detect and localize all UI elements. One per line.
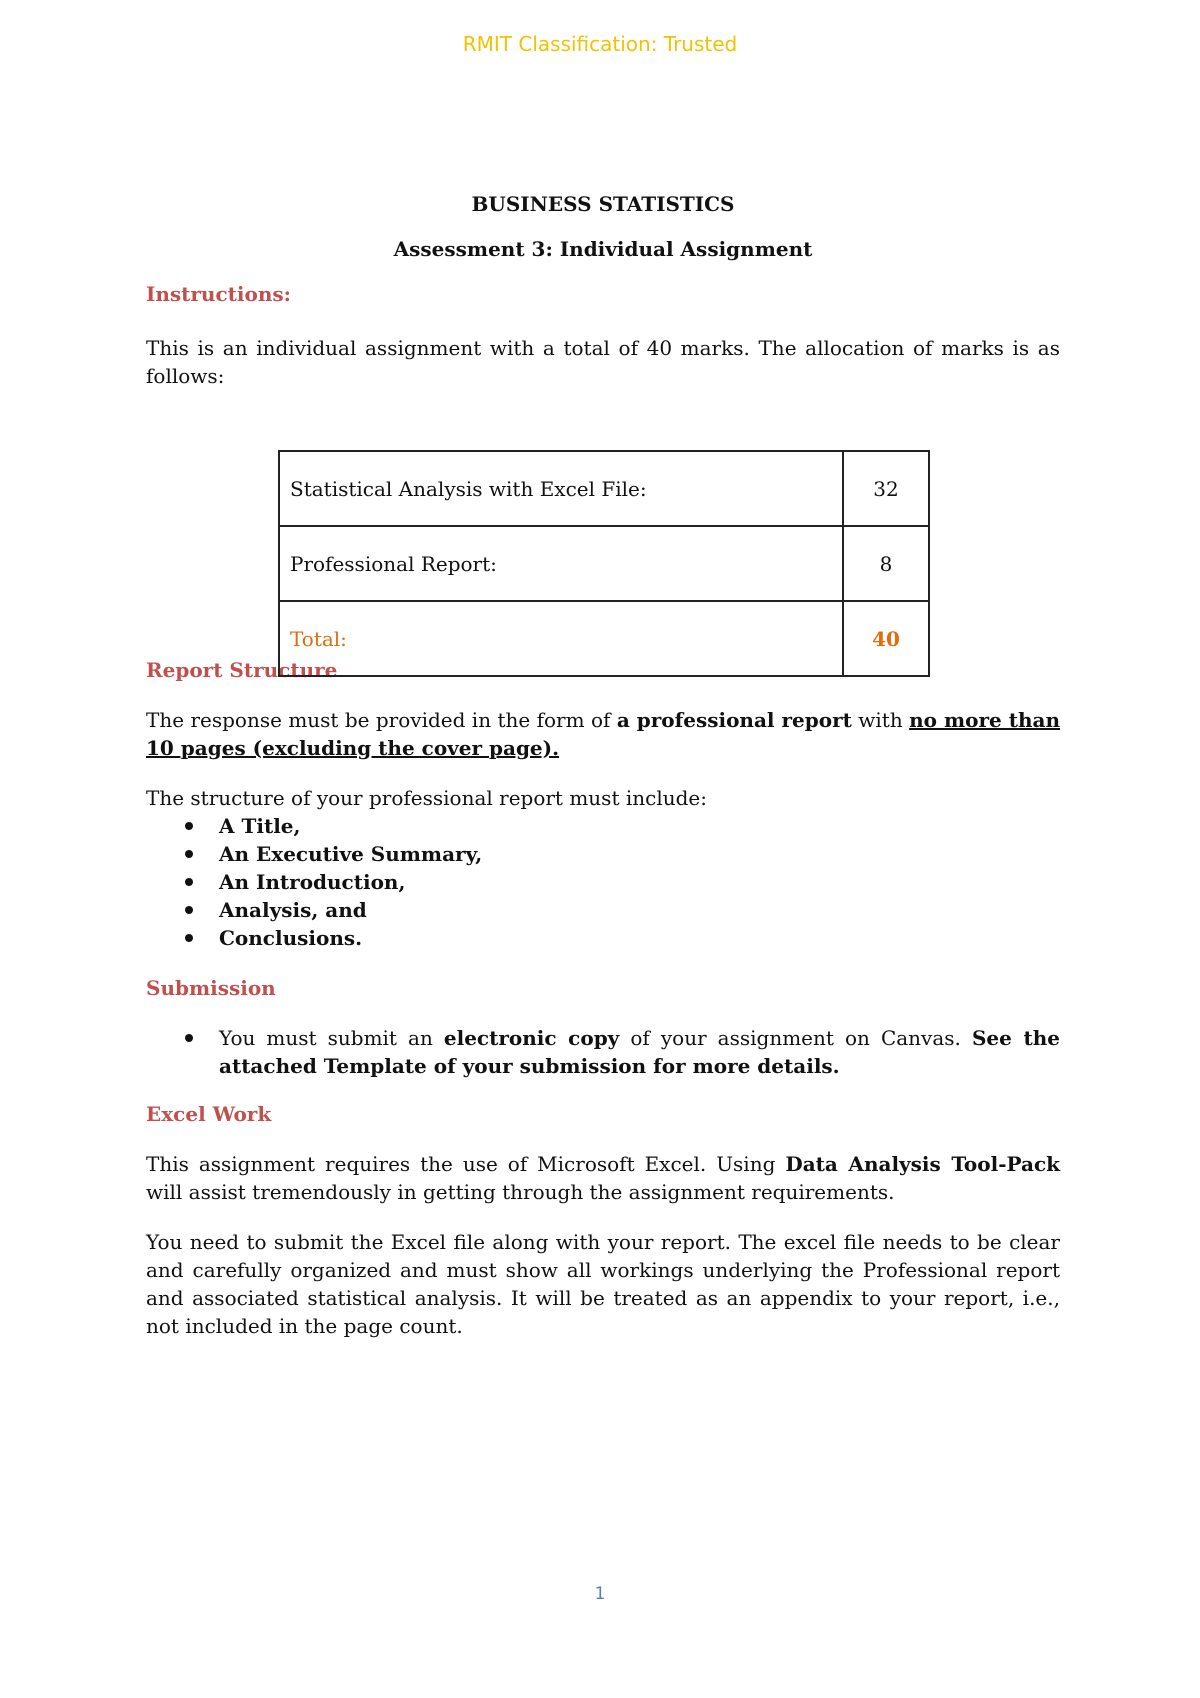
list-item <box>146 1024 1060 1080</box>
document-body <box>146 192 1060 1340</box>
table-row-total <box>279 601 929 676</box>
marks-allocation-table <box>278 450 930 677</box>
report-structure-paragraph <box>146 706 1060 762</box>
table-row <box>279 451 929 526</box>
row-value: 8 <box>843 526 929 601</box>
list-item: An Introduction, <box>146 868 1060 896</box>
bold-run: Data Analysis Tool-Pack <box>785 1152 1060 1176</box>
bold-run: electronic copy <box>443 1026 620 1050</box>
structure-intro: The structure of your professional report must include: <box>146 786 707 810</box>
excel-work-heading: Excel Work <box>146 1102 272 1126</box>
text-run: This assignment requires the use of Microsoft Excel. Using <box>146 1152 786 1176</box>
report-structure-heading: Report Structure <box>146 658 338 682</box>
text-run: of your assignment on Canvas. <box>619 1026 972 1050</box>
list-item: A Title, <box>146 812 1060 840</box>
bold-run: a professional report <box>616 708 852 732</box>
classification-label: RMIT Classification: Trusted <box>462 32 738 56</box>
instructions-text: This is an individual assignment with a total of 40 marks. The allocation of marks is as follows: <box>146 336 1060 388</box>
page-number: 1 <box>594 1584 606 1604</box>
list-item: Analysis, and <box>146 896 1060 924</box>
row-label: Statistical Analysis with Excel File: <box>279 451 843 526</box>
submission-list <box>146 1024 1060 1080</box>
list-item: Conclusions. <box>146 924 1060 952</box>
document-title: BUSINESS STATISTICS <box>471 192 735 216</box>
instructions-heading <box>146 282 1060 306</box>
submission-heading: Submission <box>146 976 276 1000</box>
excel-paragraph-1 <box>146 1150 1060 1206</box>
text-run: will assist tremendously in getting through the assignment requirements. <box>146 1180 895 1204</box>
bold-run: See the attached Template of your submission for more details. <box>219 1026 1060 1078</box>
row-value: 32 <box>843 451 929 526</box>
total-value: 40 <box>843 601 929 676</box>
row-label: Professional Report: <box>279 526 843 601</box>
text-run: with <box>851 708 910 732</box>
document-subtitle: Assessment 3: Individual Assignment <box>393 237 813 261</box>
instructions-heading-colon: : <box>283 282 292 306</box>
table-row <box>279 526 929 601</box>
instructions-heading-text: Instructions <box>146 282 284 306</box>
underlined-run: no more than 10 pages (excluding the cover page). <box>146 708 1061 760</box>
structure-list <box>146 812 1060 952</box>
text-run: The response must be provided in the form of <box>146 708 617 732</box>
total-label: Total: <box>279 601 843 676</box>
text-run: You must submit an <box>219 1026 444 1050</box>
list-item: An Executive Summary, <box>146 840 1060 868</box>
excel-paragraph-2: You need to submit the Excel file along with your report. The excel file needs to be clear and carefully organized and must show all workings underlying the Professional report and associated statistical analysis. It will be treated as an appendix to your report, i.e., not included in the page count. <box>146 1230 1060 1338</box>
